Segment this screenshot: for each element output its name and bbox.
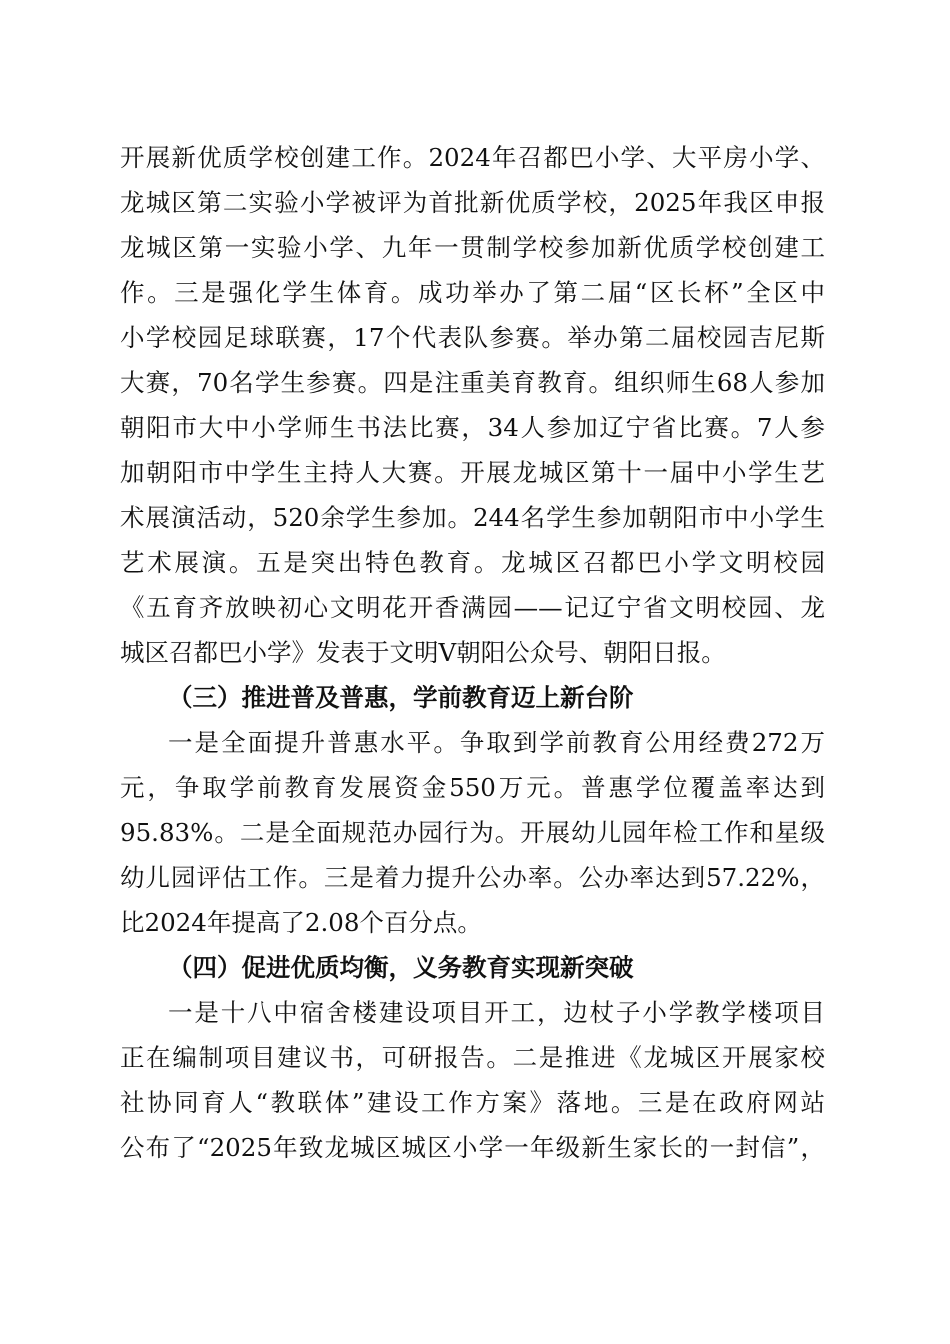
text-line: 公布了“2025年致龙城区城区小学一年级新生家长的一封信”，: [120, 1133, 825, 1162]
text-line: 龙城区第一实验小学、九年一贯制学校参加新优质学校创建工: [120, 233, 825, 262]
text-line: 龙城区第二实验小学被评为首批新优质学校，2025年我区申报: [120, 188, 825, 217]
text-line: 开展新优质学校创建工作。2024年召都巴小学、大平房小学、: [120, 143, 825, 172]
text-line: 正在编制项目建议书，可研报告。二是推进《龙城区开展家校: [120, 1043, 825, 1072]
text-line: 《五育齐放映初心文明花开香满园——记辽宁省文明校园、龙: [120, 593, 825, 622]
text-line: 大赛，70名学生参赛。四是注重美育教育。组织师生68人参加: [120, 368, 825, 397]
text-line: 作。三是强化学生体育。成功举办了第二届“区长杯”全区中: [120, 278, 825, 307]
text-line: 术展演活动，520余学生参加。244名学生参加朝阳市中小学生: [120, 503, 825, 532]
text-line: 社协同育人“教联体”建设工作方案》落地。三是在政府网站: [120, 1088, 825, 1117]
section-heading-3: （三）推进普及普惠，学前教育迈上新台阶: [168, 683, 634, 712]
text-line: 艺术展演。五是突出特色教育。龙城区召都巴小学文明校园: [120, 548, 825, 577]
text-line: 一是十八中宿舍楼建设项目开工，边杖子小学教学楼项目: [168, 998, 825, 1027]
text-line: 加朝阳市中学生主持人大赛。开展龙城区第十一届中小学生艺: [120, 458, 825, 487]
text-line: 元，争取学前教育发展资金550万元。普惠学位覆盖率达到: [120, 773, 825, 802]
section-heading-4: （四）促进优质均衡，义务教育实现新突破: [168, 953, 634, 982]
text-line: 一是全面提升普惠水平。争取到学前教育公用经费272万: [168, 728, 825, 757]
text-line: 朝阳市大中小学师生书法比赛，34人参加辽宁省比赛。7人参: [120, 413, 825, 442]
text-line: 95.83%。二是全面规范办园行为。开展幼儿园年检工作和星级: [120, 818, 825, 847]
text-line: 比2024年提高了2.08个百分点。: [120, 908, 482, 937]
text-line: 幼儿园评估工作。三是着力提升公办率。公办率达到57.22%，: [120, 863, 825, 892]
text-line: 城区召都巴小学》发表于文明V朝阳公众号、朝阳日报。: [120, 638, 726, 667]
text-line: 小学校园足球联赛，17个代表队参赛。举办第二届校园吉尼斯: [120, 323, 825, 352]
